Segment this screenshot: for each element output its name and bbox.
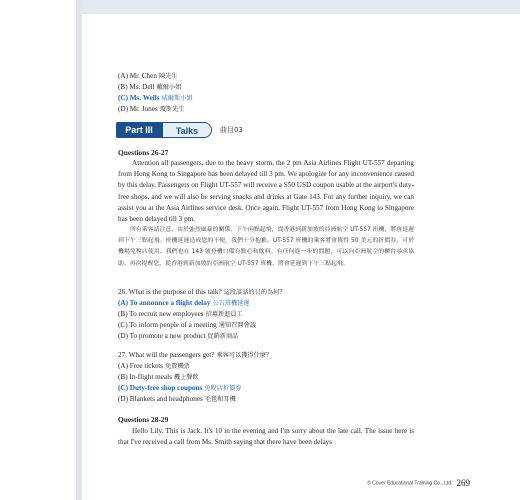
answer-option: (D) Blankets and headphones 毛毯和耳機 xyxy=(118,395,236,403)
answer-option: (D) To promote a new product 促銷新商品 xyxy=(118,332,239,340)
answer-option: (B) To recruit new employees 招募新進員工 xyxy=(118,310,243,318)
answer-option: (B) Ms. Dell 戴爾小姐 xyxy=(118,83,182,91)
transcript-chinese: 所有乘客請注意，由於強烈風暴的關係，下午兩點起飛，從香港到新加坡的亞洲航空 UT-557 班機，將會延遲到下午三點起飛。班機延遲造成您的不便，我們十分抱歉。UT-557 班機的乘客將會獲得 50 美元的折價券，可於機場免稅店使用。我們也在 143 號登機口備有點心和飲料。有任何進一步的問題，可以向亞洲航空的櫃台尋求協助。再次提醒您，從香港到新加坡的亞洲航空 UT-557 班機，將會延遲到下午三點起飛。 xyxy=(118,227,415,267)
answer-option-correct: (A) To announce a flight delay 公告班機延遲 xyxy=(118,299,250,307)
page-footer xyxy=(300,474,470,492)
page-side-strip xyxy=(76,0,82,500)
answer-option: (C) To inform people of a meeting 通知召開會議 xyxy=(118,321,256,329)
copyright-text: © Cover Educational Training Co., Ltd. xyxy=(367,480,453,487)
transcript-english: Attention all passengers, due to the heavy storm, the 2 pm Asia Airlines Flight UT-557 departing from Hong Kong to Singapore has been delayed till 3 pm. We apologize for any inconvenience caused by this delay. Passengers on Flight UT-557 will receive a S50 USD coupon usable at the airport's duty-free shops, and we will also be serving snacks and drinks at Gate 143. For any further inquiry, we can assist you at the Asia Airlines service desk. Once again, Flight UT-557 from Hong Kong to Singapore has been delayed till 3 pm. xyxy=(118,159,415,224)
answer-option-correct: (C) Duty-free shop coupons 免稅店折價券 xyxy=(118,384,242,392)
question-group-title: Questions 28-29 xyxy=(118,415,169,424)
answer-option: (D) Mr. Jones 瓊斯先生 xyxy=(118,105,185,113)
question-group-title: Questions 26-27 xyxy=(118,148,169,157)
answer-option-correct: (C) Ms. Wells 威爾斯小姐 xyxy=(118,94,193,102)
question-26: 26. What is the purpose of this talk? 這段談話的目的為何？ xyxy=(118,288,286,296)
part-badge: Part III xyxy=(116,122,162,138)
answer-option: (A) Free tickets 免費機票 xyxy=(118,362,190,370)
section-header xyxy=(116,122,346,138)
track-number: 曲目03 xyxy=(220,126,243,134)
answer-option: (B) In-flight meals 機上餐飲 xyxy=(118,373,199,381)
transcript-english: Hello Lily. This is Jack. It's 10 in the evening and I'm sorry about the late call. The issue here is that I've received a call from Ms. Smith saying that there have been delays xyxy=(118,427,414,447)
page-top-band xyxy=(76,0,520,14)
answer-option: (A) Mr. Chen 陳先生 xyxy=(118,72,178,80)
question-27: 27. What will the passengers get? 乘客可以獲得什麼？ xyxy=(118,351,273,359)
page-number: 269 xyxy=(456,478,470,489)
part-label: Talks xyxy=(162,122,212,138)
